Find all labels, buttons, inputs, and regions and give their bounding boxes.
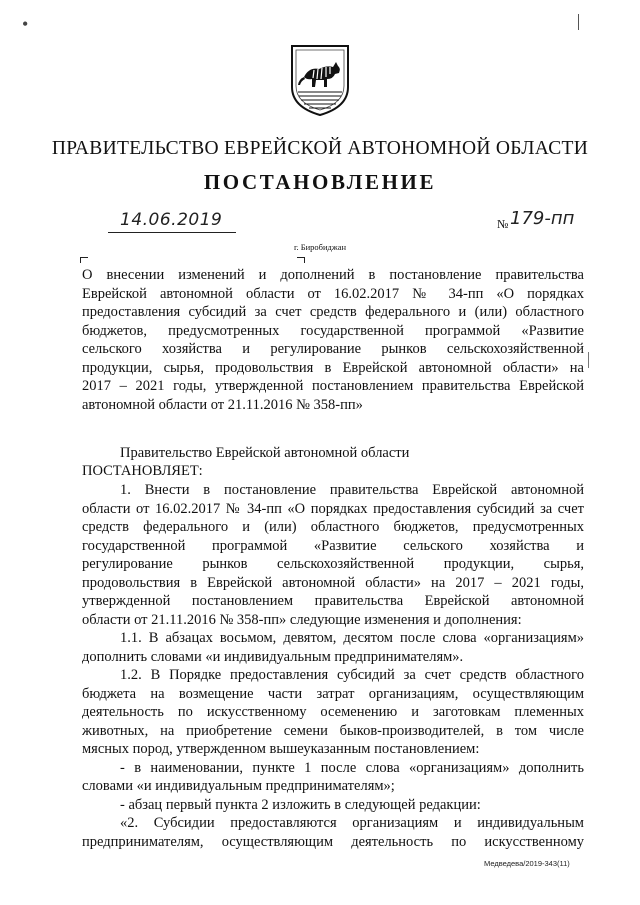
subject-line: Еврейской автономной области от 16.02.2017 № 34-пп «О порядках [82,285,584,302]
body-line: - абзац первый пункта 2 изложить в следующей редакции: [120,796,481,813]
subject-line: 2017 – 2021 годы, утвержденной постановлением правительства Еврейской [82,378,584,394]
body-line: предпринимателям, осуществляющим деятельность по искусственному [82,833,584,850]
subject-line: О внесении изменений и дополнений в постановление правительства [82,267,584,283]
decree-number: 179-пп [510,208,575,229]
date-underline [108,232,236,233]
body-line: животных, на приобретение семени быков-производителей, в том числе [82,722,584,739]
scan-tick [588,352,589,368]
decree-subject [82,266,584,414]
subject-line: автономной области от 21.11.2016 № 358-пп» [82,396,363,413]
body-line: дополнить словами «и индивидуальным предпринимателям». [82,648,464,665]
body-line: бюджета на возмещение части затрат организациям, осуществляющим [82,685,584,702]
body-line: 1.2. В Порядке предоставления субсидий за счет средств областного [120,667,584,683]
body-line: деятельность по искусственному осеменению и заготовкам племенных [82,704,584,720]
subject-line: бюджетов, предусмотренных государственной программой «Развитие [82,322,584,339]
preamble-line: Правительство Еврейской автономной области [120,445,410,461]
decree-date: 14.06.2019 [120,210,223,230]
body-line: регулирование рынков сельскохозяйственной продукции, сырья, [82,556,584,572]
document-code: Медведева/2019-343(11) [484,859,570,868]
subject-line: предоставления субсидий за счет средств федерального и (или) областного [82,304,584,320]
body-line: продовольствия в Еврейской автономной области» на 2017 – 2021 годы, [82,574,584,591]
body-line: «2. Субсидии предоставляются организациям и индивидуальным [120,815,584,831]
subject-line: продукции, сырья, продовольствия в Еврейской автономной области» на [82,359,584,376]
decree-body [82,481,584,851]
body-line: области от 16.02.2017 № 34-пп «О порядках предоставления субсидий за счет [82,500,584,517]
body-line: 1. Внести в постановление правительства Еврейской автономной [120,482,584,498]
document-type-title: ПОСТАНОВЛЕНИЕ [203,170,437,194]
number-sign: № [497,217,509,231]
coat-of-arms-icon [289,43,351,117]
body-line: - в наименовании, пункте 1 после слова «организациям» дополнить [120,759,584,776]
body-line: средств федерального и (или) областного бюджетов, предусмотренных [82,519,584,535]
subject-bracket-right [297,257,305,263]
body-line: 1.1. В абзацах восьмом, девятом, десятом после слова «организациям» [120,630,584,646]
subject-line: сельского хозяйства и регулирование рынков сельскохозяйственной [82,341,584,357]
body-line: мясных пород, утвержденном вышеуказанным постановлением: [82,741,480,757]
scan-tick [578,14,579,30]
body-line: утвержденной постановлением правительства Еврейской автономной [82,593,584,609]
scan-mark: • [22,14,29,34]
body-line: государственной программой «Развитие сельского хозяйства и [82,537,584,554]
subject-bracket-left [80,257,88,263]
body-line: области от 21.11.2016 № 358-пп» следующие изменения и дополнения: [82,611,522,628]
city-label: г. Биробиджан [293,242,347,252]
government-title: ПРАВИТЕЛЬСТВО ЕВРЕЙСКОЙ АВТОНОМНОЙ ОБЛАСТИ [51,138,589,159]
body-line: словами «и индивидуальным предпринимателям»; [82,778,395,794]
resolves-heading: ПОСТАНОВЛЯЕТ: [82,463,203,479]
